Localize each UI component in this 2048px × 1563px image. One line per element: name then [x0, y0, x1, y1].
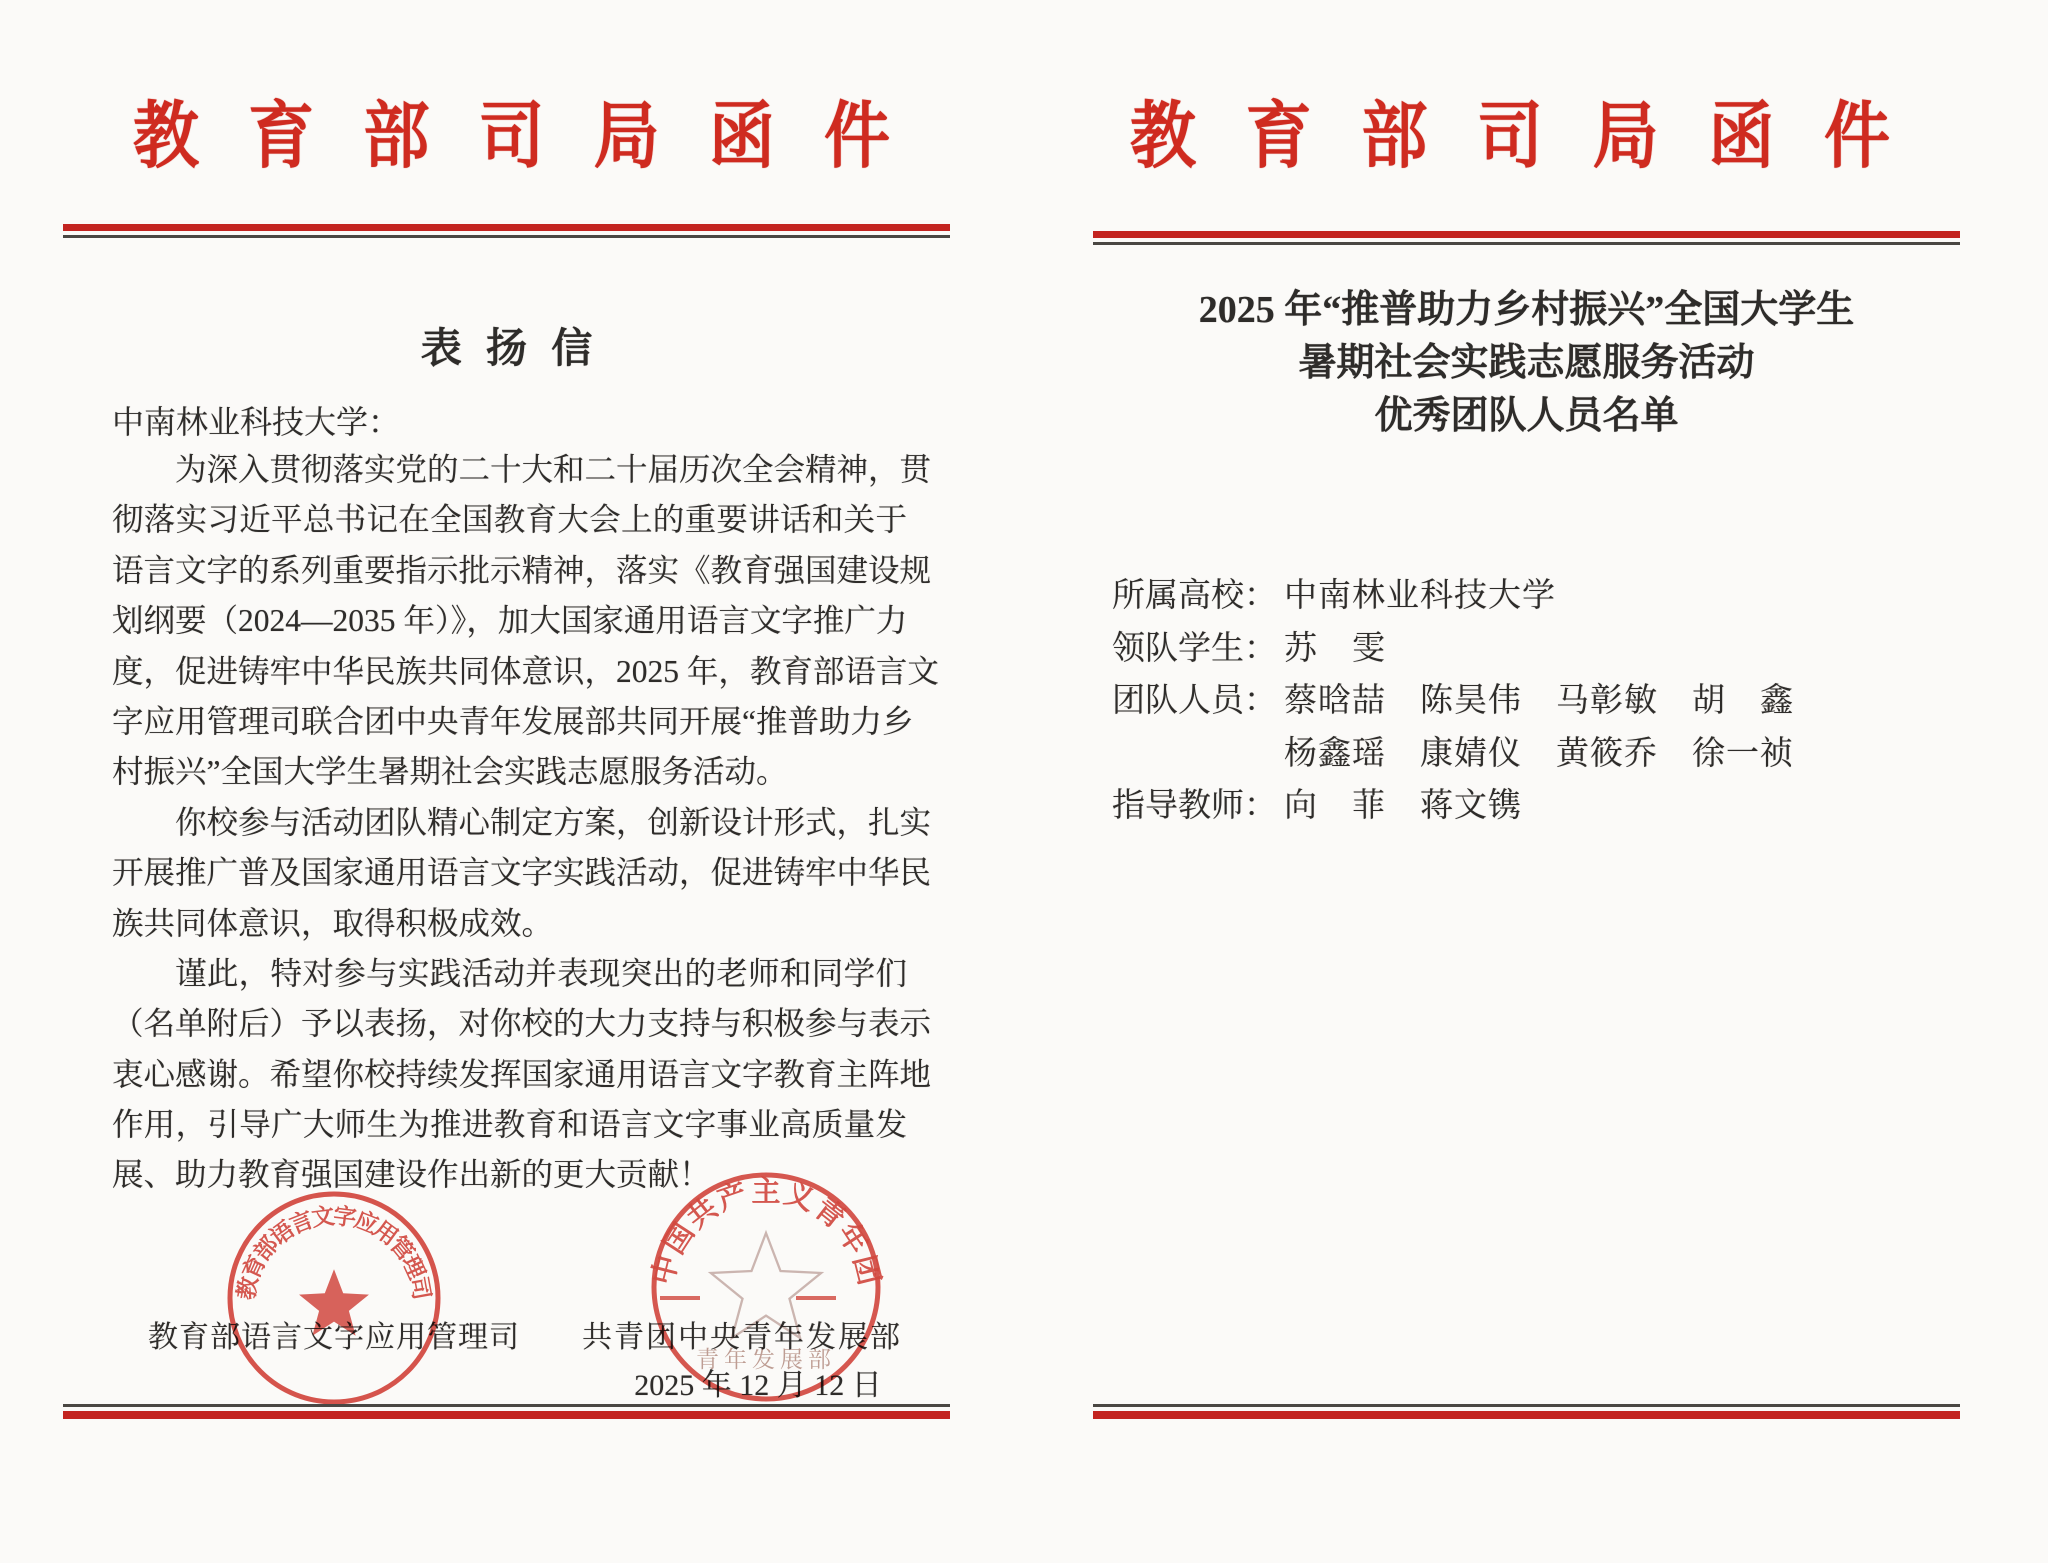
field-label: 领队学生： — [1112, 630, 1277, 667]
footer-red-rule — [1093, 1411, 1960, 1419]
field-value: 蔡晗喆 陈昊伟 马彰敏 胡 鑫 — [1284, 683, 1794, 720]
roster-title — [1093, 284, 1960, 443]
body-line: 开展推广普及国家通用语言文字实践活动，促进铸牢中华民 — [112, 855, 932, 891]
seal-arc-text: 教育部语言文字应用管理司 — [233, 1203, 435, 1302]
roster-title-line: 2025 年“推普助力乡村振兴”全国大学生 — [1198, 289, 1855, 331]
field-value: 苏 雯 — [1284, 630, 1386, 667]
field-label: 团队人员： — [1112, 683, 1277, 720]
salutation: 中南林业科技大学： — [112, 404, 401, 440]
letterhead-title: 教 育 部 司 局 函 件 — [133, 97, 890, 178]
official-seal-youth-league — [646, 1167, 886, 1407]
footer-dark-rule — [63, 1404, 950, 1407]
field-value: 杨鑫瑶 康婧仪 黄筱乔 徐一祯 — [1284, 735, 1794, 772]
page-team-roster — [1093, 0, 1960, 1563]
body-line: 字应用管理司联合团中央青年发展部共同开展“推普助力乡 — [112, 703, 914, 739]
field-row-team-members-cont — [1112, 728, 1942, 781]
page-commendation-letter — [63, 0, 950, 1563]
seal-arc-text: 中国共产主义青年团 — [647, 1175, 885, 1289]
roster-fields — [1112, 570, 1942, 833]
roster-title-line: 暑期社会实践志愿服务活动 — [1298, 342, 1755, 384]
letter-date: 2025 年 12 月 12 日 — [634, 1369, 882, 1402]
letterhead-red-rule — [63, 224, 950, 231]
field-row-team-leader — [1112, 623, 1942, 676]
field-row-advisors — [1112, 780, 1942, 833]
body-line: 衷心感谢。希望你校持续发挥国家通用语言文字教育主阵地 — [112, 1056, 932, 1092]
body-line: 村振兴”全国大学生暑期社会实践志愿服务活动。 — [112, 754, 788, 790]
signature-dept-language-affairs: 教育部语言文字应用管理司 — [148, 1321, 520, 1354]
field-label: 所属高校： — [1112, 578, 1277, 614]
official-seal-language-dept — [224, 1188, 444, 1408]
field-row-university — [1112, 570, 1942, 623]
letterhead-dark-rule — [1093, 242, 1960, 245]
body-line: 划纲要（2024—2035 年）》，加大国家通用语言文字推广力 — [112, 603, 908, 639]
footer-red-rule — [63, 1411, 950, 1419]
letterhead-dark-rule — [63, 235, 950, 238]
body-line: 展、助力教育强国建设作出新的更大贡献！ — [112, 1157, 711, 1193]
letter-body — [112, 445, 939, 1201]
seal-star-outline-icon — [711, 1233, 821, 1338]
letterhead-title: 教 育 部 司 局 函 件 — [1130, 97, 1890, 178]
signature-youth-league-dept: 共青团中央青年发展部 — [582, 1321, 902, 1354]
body-line: 谨此，特对参与实践活动并表现突出的老师和同学们 — [175, 955, 907, 991]
body-line: 你校参与活动团队精心制定方案，创新设计形式，扎实 — [175, 804, 932, 840]
body-line: 作用，引导广大师生为推进教育和语言文字事业高质量发 — [112, 1107, 907, 1143]
roster-title-line: 优秀团队人员名单 — [1374, 395, 1679, 437]
body-line: 语言文字的系列重要指示批示精神，落实《教育强国建设规 — [112, 552, 932, 588]
footer-dark-rule — [1093, 1404, 1960, 1407]
body-line: 彻落实习近平总书记在全国教育大会上的重要讲话和关于 — [112, 502, 907, 538]
seal-star-icon — [299, 1269, 369, 1336]
field-label: 指导教师： — [1112, 788, 1277, 825]
letterhead-red-rule — [1093, 231, 1960, 238]
field-value: 中南林业科技大学 — [1284, 578, 1556, 614]
body-line: 度，促进铸牢中华民族共同体意识，2025 年，教育部语言文 — [112, 653, 939, 689]
body-line: 族共同体意识，取得积极成效。 — [112, 905, 554, 941]
field-label — [1112, 728, 1284, 781]
body-line: 为深入贯彻落实党的二十大和二十届历次全会精神，贯 — [175, 452, 932, 487]
field-value: 向 菲 蒋文镌 — [1284, 788, 1522, 825]
body-line: （名单附后）予以表扬，对你校的大力支持与积极参与表示 — [112, 1006, 932, 1042]
field-row-team-members — [1112, 675, 1942, 728]
seal-inner-text: 青年发展部 — [696, 1347, 836, 1372]
letter-title: 表 扬 信 — [420, 325, 593, 372]
